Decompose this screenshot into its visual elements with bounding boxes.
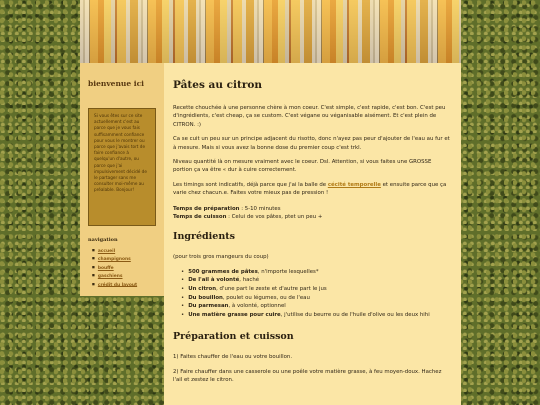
prep-time-value: : 5-10 minutes [239,205,281,212]
ingredient-name: De l'ail à volonté [188,277,240,284]
ingredient-detail: , haché [239,277,260,284]
prep-time-label: Temps de préparation [173,205,240,212]
ingredient-detail: , n'importe lesquelles* [257,268,319,275]
ingredient-detail: , d'une part le zeste et d'autre part le jus [216,286,327,293]
sidebar [80,63,164,296]
timing-text-before: Les timings sont indicatifs, déjà parce que j'ai la balle de [173,181,328,188]
navigation-heading: navigation [88,237,118,243]
cook-time-label: Temps de cuisson [173,214,227,221]
ingredient-name: Une matière grasse pour cuire [188,311,281,318]
preparation-heading: Préparation et cuisson [173,331,294,343]
ingredient-detail: , à volonté, optionnel [228,303,286,310]
nav-link-credit[interactable]: crédit du layout [97,282,138,288]
ingredients-heading: Ingrédients [173,231,235,243]
nav-item-accueil [92,247,164,255]
nav-item-bouffe [92,264,164,272]
page-title: Pâtes au citron [173,79,263,91]
nav-item-gaschiens [92,272,164,280]
cook-time-value: : Celui de vos pâtes, ptet un peu + [226,214,323,221]
header-banner-image [80,0,461,63]
intro-paragraph-4 [173,181,452,198]
ingredient-name: 500 grammes de pâtes [188,268,258,275]
servings-note: (pour trois gros mangeurs du coup) [173,254,269,261]
ingredient-detail: , poulet ou légumes, ou de l'eau [222,294,310,301]
nav-link-bouffe[interactable]: bouffe [97,265,114,271]
ingredient-item [181,276,452,285]
cecite-temporelle-link[interactable]: cécité temporelle [327,181,381,188]
nav-item-champignons [92,255,164,263]
navigation-list [92,247,164,289]
welcome-box: Si vous êtes sur ce site actuellement c'est au parce que je vous fais suffisamment confiance pour vous le montrer ou parce que j'avais tort de faire confiance à quelqu'un d'autre, ou parce que j'ai impulsivement décidé de le partager sans me consulter moi-même au préalable. Bonjour! [88,108,156,226]
ingredients-list [181,268,452,320]
timings [173,205,452,222]
nav-link-gaschiens[interactable]: gaschiens [97,273,123,279]
intro-paragraph-3: Niveau quantité là on mesure vraiment avec le coeur. Dsl. Attention, si vous faites une GROSSE portion ça va être « dur à cuire correctement. [173,159,432,174]
sidebar-title: bienvenue ici [88,79,145,88]
ingredient-item [181,311,452,320]
main-content [164,63,461,405]
intro-paragraph-2: Ca se cuit un peu sur un principe adjacent du risotto, donc n'ayez pas peur d'ajouter de l'eau au fur et à mesure. Mais si vous avez la bonne dose du premier coup c'est trkl. [173,136,450,151]
ingredient-item [181,294,452,303]
ingredient-item [181,302,452,311]
intro-paragraph-1: Recette chouchée à une personne chère à mon coeur. C'est simple, c'est rapide, c'est bon. C'est peu d'ingrédients, c'est cheap, ça se custom. C'est végane ou véganisable aisément. Et c'est plein de CITRON. :) [173,105,446,128]
nav-item-credit [92,281,164,289]
ingredient-item [181,285,452,294]
ingredient-detail: , j'utilise du beurre ou de l'huile d'olive ou les deux hihi [280,311,430,318]
ingredient-name: Un citron [188,286,217,293]
ingredient-name: Du bouillon [188,294,223,301]
step-2: 2) Faire chauffer dans une casserole ou une poêle votre matière grasse, à feu moyen-doux. Hachez l'ail et zestez le citron. [173,368,442,384]
step-1: 1) Faites chauffer de l'eau ou votre bouillon. [173,354,293,361]
timing-text-after: et ensuite parce que ça varie chez chacun.e. Faites votre mieux pas de pression ! [173,181,447,197]
ingredient-name: Du parmesan [188,303,229,310]
nav-link-champignons[interactable]: champignons [97,257,131,263]
nav-link-accueil[interactable]: accueil [97,248,116,254]
ingredient-item [181,268,452,277]
